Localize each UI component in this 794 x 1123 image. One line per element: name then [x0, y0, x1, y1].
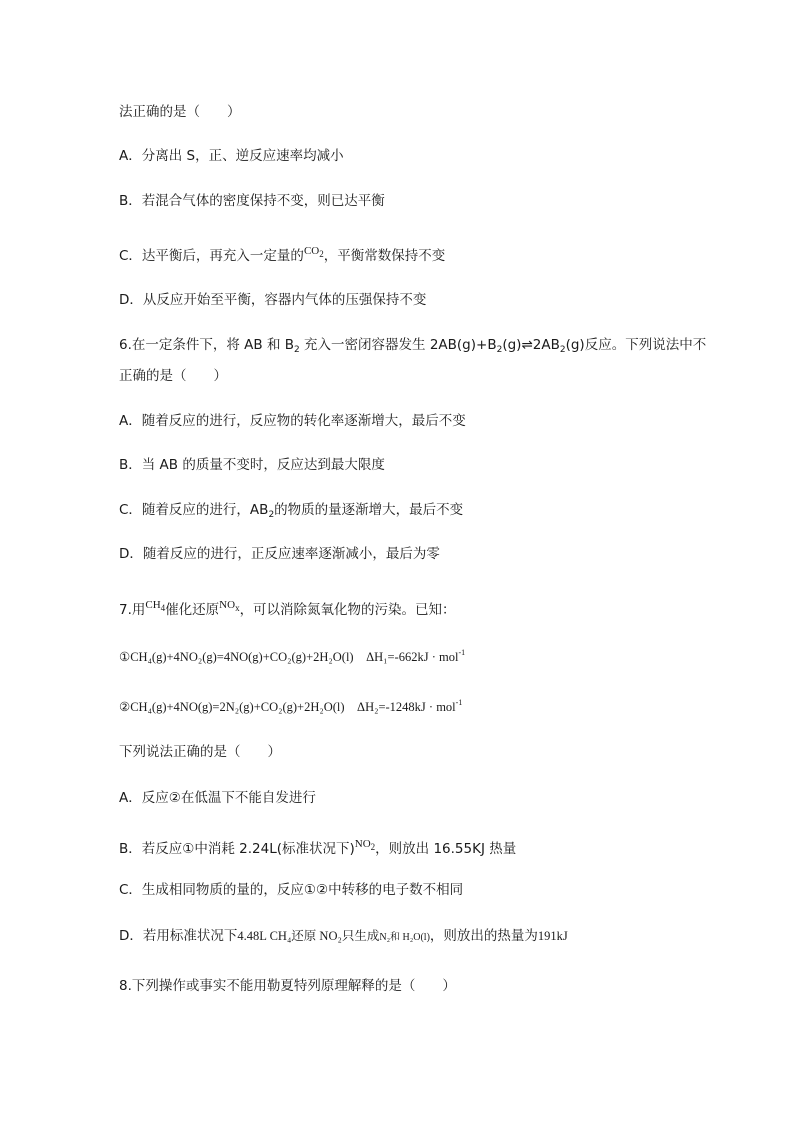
- nox-formula: NOx: [219, 599, 240, 613]
- q7-option-b: B．若反应①中消耗 2.24L(标准状况下)$^{NO_2}$，则放出 16.55KJ 热量: [119, 838, 517, 857]
- q7-equation-1: ①CH₄(g)+4NO₂(g)=4NO(g)+CO₂(g)+2H₂O(l) ΔH₁=-662kJ · mol$^{-1}$: [119, 648, 466, 664]
- no2-formula: NO2: [354, 838, 376, 852]
- q5-option-d: D．从反应开始至平衡，容器内气体的压强保持不变: [119, 292, 427, 308]
- q5-option-a: A．分离出 S，正、逆反应速率均减小: [119, 148, 344, 164]
- q7-ask: 下列说法正确的是（ ）: [119, 744, 281, 760]
- q5-option-c-suffix: ，平衡常数保持不变: [323, 248, 446, 264]
- q7-stem: 7.用$^{CH_4}$催化还原$^{NO_x}$，可以消除氮氧化物的污染。已知：: [119, 599, 456, 618]
- q5-option-c: [119, 241, 445, 266]
- q6-stem-line1: 6.在一定条件下，将 AB 和 $B_2$ 充入一密闭容器发生 $2AB(g)+B_2(g)\rightleftharpoons 2AB_2(g)$反应。下列说法中不: [119, 337, 707, 355]
- q6-option-d: D．随着反应的进行，正反应速率逐渐减小，最后为零: [119, 546, 440, 562]
- q6-option-b: B．当 AB 的质量不变时，反应达到最大限度: [119, 457, 385, 473]
- q7-option-c: C．生成相同物质的量的，反应①②中转移的电子数不相同: [119, 882, 464, 898]
- q6-option-a: A．随着反应的进行，反应物的转化率逐渐增大，最后不变: [119, 413, 466, 429]
- q5-stem-tail: 法正确的是（ ）: [119, 104, 241, 120]
- co2-formula: CO2: [303, 245, 324, 259]
- q6-stem-line2: 正确的是（ ）: [119, 368, 227, 384]
- ch4-formula: CH4: [145, 599, 166, 613]
- q7-equation-2: ②CH₄(g)+4NO(g)=2N₂(g)+CO₂(g)+2H₂O(l) ΔH₂=-1248kJ · mol$^{-1}$: [119, 698, 463, 714]
- q8-stem: 8.下列操作或事实不能用勒夏特列原理解释的是（ ）: [119, 978, 456, 994]
- q7-option-d: D．若用标准状况下4.48L CH₄还原 NO₂只生成N₂和 H₂O(l)，则放出的热量为191kJ: [119, 928, 568, 944]
- q7-option-a: A．反应②在低温下不能自发进行: [119, 790, 316, 806]
- q5-option-c-prefix: C．达平衡后，再充入一定量的: [119, 248, 304, 264]
- q5-option-b: B．若混合气体的密度保持不变，则已达平衡: [119, 193, 385, 209]
- q6-option-c: C．随着反应的进行，$AB_2$的物质的量逐渐增大，最后不变: [119, 502, 464, 520]
